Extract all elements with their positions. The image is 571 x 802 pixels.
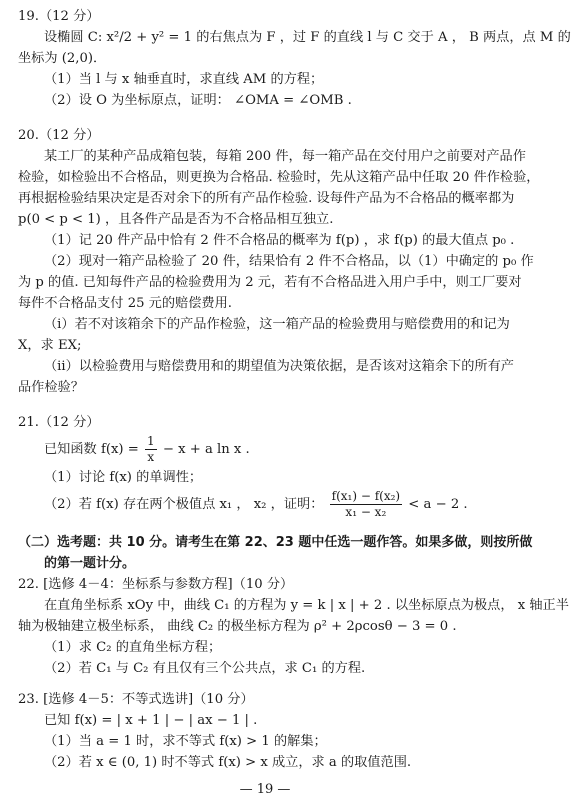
q23-part-2: （2）若 x ∈ (0, 1) 时不等式 f(x) > x 成立，求 a 的取值范围. [44,755,412,770]
q20-line-2: 检验，如检验出不合格品，则更换为合格品. 检验时，先从这箱产品中任取 20 件作检验， [18,170,540,185]
q20-line-9: （ⅰ）若不对该箱余下的产品作检验，这一箱产品的检验费用与赔偿费用的和记为 [44,317,510,332]
optional-section-note [18,532,533,574]
q20-line-8: 每件不合格品支付 25 元的赔偿费用. [18,296,232,311]
q22-line-2: 轴为极轴建立极坐标系， 曲线 C₂ 的极坐标方程为 ρ² + 2ρcosθ − 3 = 0 . [18,619,457,634]
q21-part-2-fraction [330,489,402,520]
q21-p2-denominator: x₁ − x₂ [345,505,387,519]
q20-line-1: 某工厂的某种产品成箱包装，每箱 200 件，每一箱产品在交付用户之前要对产品作 [44,149,526,164]
question-23 [18,689,516,773]
q20-line-12: 品作检验？ [18,380,84,395]
q21-fraction-1-over-x [145,434,157,465]
q20-heading: 20.（12 分） [18,128,100,143]
question-20 [18,125,540,398]
q20-line-11: （ⅱ）以检验费用与赔偿费用和的期望值为决策依据，是否该对这箱余下的所有产 [44,359,514,374]
q19-part-1: （1）当 l 与 x 轴垂直时，求直线 AM 的方程； [44,72,324,87]
q21-def-suffix: − x + a ln x . [162,442,250,457]
question-21 [18,412,516,522]
q20-line-7: 为 p 的值. 已知每件产品的检验费用为 2 元，若有不合格品进入用户手中，则工厂要对 [18,275,522,290]
q19-statement-line-2: 坐标为 (2,0)． [18,51,107,66]
q19-statement-line-1: 设椭圆 C: x²/2 + y² = 1 的右焦点为 F ，过 F 的直线 l 与 C 交于 A ， B 两点，点 M 的 [44,30,571,45]
q20-line-5: （1）记 20 件产品中恰有 2 件不合格品的概率为 f(p) ，求 f(p) 的最大值点 p₀ . [44,233,515,248]
q21-function-definition [18,433,516,467]
q22-heading: 22. [选修 4－4：坐标系与参数方程]（10 分） [18,577,294,592]
question-22 [18,574,569,679]
q21-part-2-suffix: < a − 2 . [408,497,468,512]
q22-part-1: （1）求 C₂ 的直角坐标方程； [44,640,222,655]
q23-line-1: 已知 f(x) = | x + 1 | − | ax − 1 | . [44,713,258,728]
q20-line-10: X，求 EX; [18,338,82,353]
q21-frac-numerator: 1 [147,434,155,448]
q20-line-3: 再根据检验结果决定是否对余下的所有产品作检验. 设每件产品为不合格品的概率都为 [18,191,515,206]
q22-part-2: （2）若 C₁ 与 C₂ 有且仅有三个公共点，求 C₁ 的方程. [44,661,366,676]
q20-line-6: （2）现对一箱产品检验了 20 件，结果恰有 2 件不合格品，以（1）中确定的 p₀ 作 [44,254,534,269]
q23-heading: 23. [选修 4－5：不等式选讲]（10 分） [18,692,254,707]
q21-part-2-prefix: （2）若 f(x) 存在两个极值点 x₁ ， x₂ ，证明： [44,497,324,512]
q23-part-1: （1）当 a = 1 时，求不等式 f(x) > 1 的解集； [44,734,327,749]
q21-heading: 21.（12 分） [18,415,100,430]
q21-frac-denominator: x [147,450,155,464]
q21-part-1: （1）讨论 f(x) 的单调性； [44,470,203,485]
page-number: — 19 — [239,782,291,797]
q19-heading: 19.（12 分） [18,9,100,24]
q19-part-2: （2）设 O 为坐标原点，证明： ∠OMA = ∠OMB . [44,93,352,108]
q21-part-2 [18,488,516,522]
q22-line-1: 在直角坐标系 xOy 中，曲线 C₁ 的方程为 y = k | x | + 2 . 以坐标原点为极点， x 轴正半 [44,598,569,613]
q21-def-prefix: 已知函数 f(x) = [44,442,139,457]
q21-p2-numerator: f(x₁) − f(x₂) [331,489,401,503]
optional-note-line-2: 的第一题计分。 [44,556,136,571]
optional-note-line-1: （二）选考题：共 10 分。请考生在第 22、23 题中任选一题作答。如果多做，则按所做 [18,535,533,550]
question-19 [18,6,571,111]
q20-line-4: p(0 < p < 1) ，且各件产品是否为不合格品相互独立. [18,212,334,227]
